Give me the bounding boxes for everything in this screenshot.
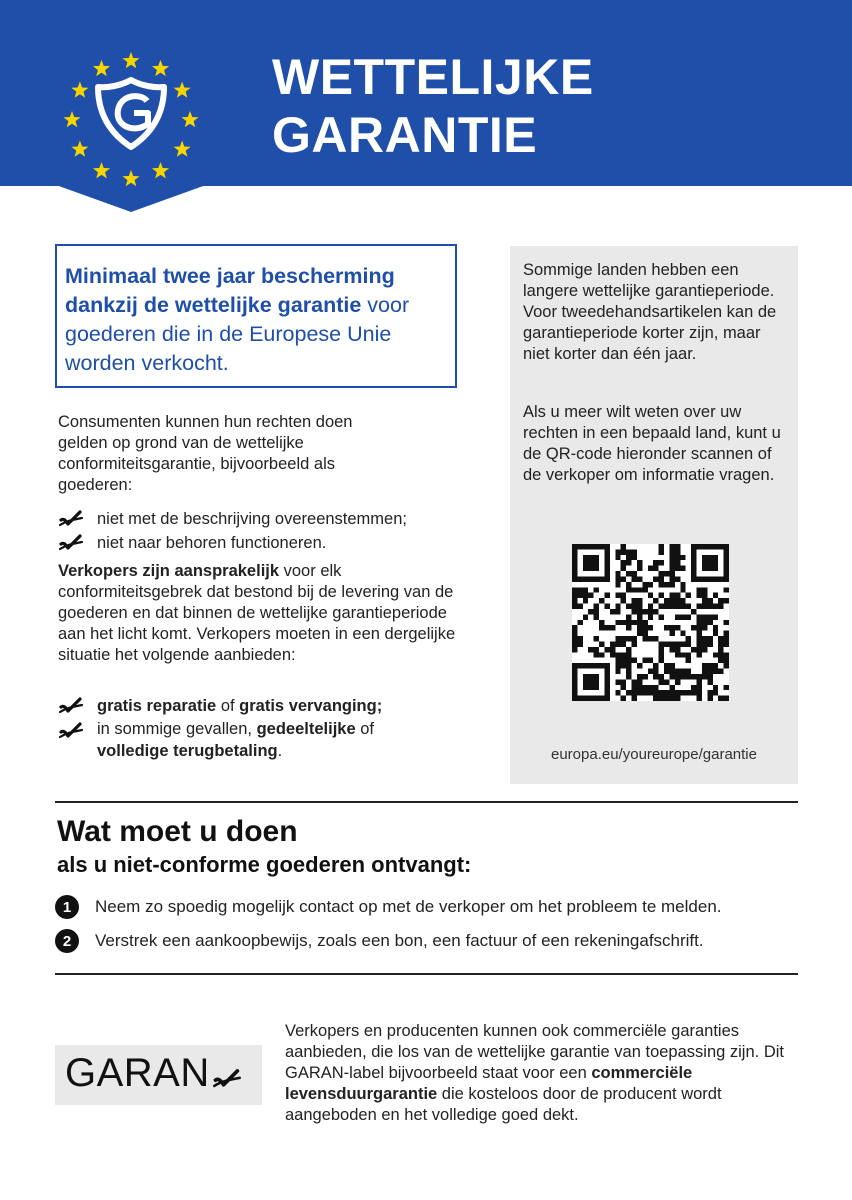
check-icon (58, 533, 84, 553)
list-item (58, 694, 382, 718)
paragraph-sellers (58, 561, 468, 666)
garan-text-post: die kosteloos door de producent wordt aangeboden en het volledige goed dekt. (285, 1085, 722, 1124)
list-item-text (97, 695, 382, 718)
intro-bold: Minimaal twee jaar bescherming dankzij de wettelijke garantie (65, 264, 395, 317)
title-line-2: GARANTIE (272, 107, 538, 163)
divider (55, 973, 798, 975)
intro-rest: voor goederen die in de Europese Unie worden verkocht. (65, 293, 410, 375)
remedy-prefix: in sommige gevallen, (97, 720, 257, 738)
info-side-panel (510, 246, 798, 784)
divider (55, 801, 798, 803)
remedy-or: of (216, 696, 240, 715)
section-heading: Wat moet u doen (57, 815, 298, 848)
garan-label-logo (55, 1045, 262, 1105)
sellers-rest: voor elk conformiteitsgebrek dat bestond bij de levering van de goederen en dat binnen de wettelijke garantieperiode aan het licht komt. Verkopers moeten in een dergelijke situatie het volgende aanbieden: (58, 562, 456, 664)
check-icon (212, 1066, 242, 1092)
remedy-partial: gedeeltelijke (256, 720, 356, 738)
page-title (272, 48, 594, 164)
check-icon (58, 696, 84, 716)
remedies-list (58, 694, 382, 762)
step-number-badge: 1 (55, 895, 79, 919)
info-url-link[interactable]: europa.eu/youreurope/garantie (551, 746, 757, 763)
garan-label-text: GARAN (65, 1051, 210, 1095)
step-item (55, 924, 722, 958)
paragraph-rights: Consumenten kunnen hun rechten doen gelden op grond van de wettelijke conformiteitsgarantie, bijvoorbeeld als goederen: (58, 413, 353, 494)
list-item-text: niet naar behoren functioneren. (97, 533, 327, 552)
list-item-text: niet met de beschrijving overeenstemmen; (97, 509, 407, 528)
side-text-more-info: Als u meer wilt weten over uw rechten in een bepaald land, kunt u de QR-code hieronder scannen of de verkoper om informatie vragen. (523, 403, 781, 484)
garan-text-pre: Verkopers en producenten kunnen ook commerciële garanties aanbieden, die los van de wettelijke garantie van toepassing zijn. Dit GARAN-label bijvoorbeeld staat voor een (285, 1022, 784, 1082)
section-subheading: als u niet-conforme goederen ontvangt: (57, 852, 472, 877)
list-item (58, 507, 407, 531)
intro-callout (55, 244, 457, 388)
step-text: Neem zo spoedig mogelijk contact op met de verkoper om het probleem te melden. (95, 897, 722, 916)
title-line-1: WETTELIJKE (272, 49, 594, 105)
step-item (55, 890, 722, 924)
nonconformity-list (58, 507, 407, 555)
sellers-bold: Verkopers zijn aansprakelijk (58, 562, 280, 580)
qr-code-icon[interactable] (572, 544, 729, 701)
step-number-badge: 2 (55, 929, 79, 953)
remedy-repair: gratis reparatie (97, 696, 217, 715)
remedy-end: . (277, 742, 283, 760)
check-icon (58, 509, 84, 529)
remedy-full-refund: volledige terugbetaling (97, 742, 278, 760)
remedy-replacement: gratis vervanging; (239, 696, 383, 715)
list-item (58, 531, 407, 555)
steps-list (55, 890, 722, 958)
side-text-period: Sommige landen hebben een langere wettelijke garantieperiode. Voor tweedehandsartikelen kan de garantieperiode korter zijn, maar niet korter dan één jaar. (523, 261, 777, 363)
check-icon (58, 721, 84, 741)
step-text: Verstrek een aankoopbewijs, zoals een bon, een factuur of een rekeningafschrift. (95, 931, 704, 950)
remedy-or-2: of (355, 720, 374, 738)
eu-shield-logo (56, 0, 206, 212)
list-item-text (97, 718, 374, 762)
garan-text-bold: commerciële levensduurgarantie (285, 1064, 693, 1103)
list-item (58, 718, 382, 762)
paragraph-commercial-guarantee (285, 1021, 805, 1126)
